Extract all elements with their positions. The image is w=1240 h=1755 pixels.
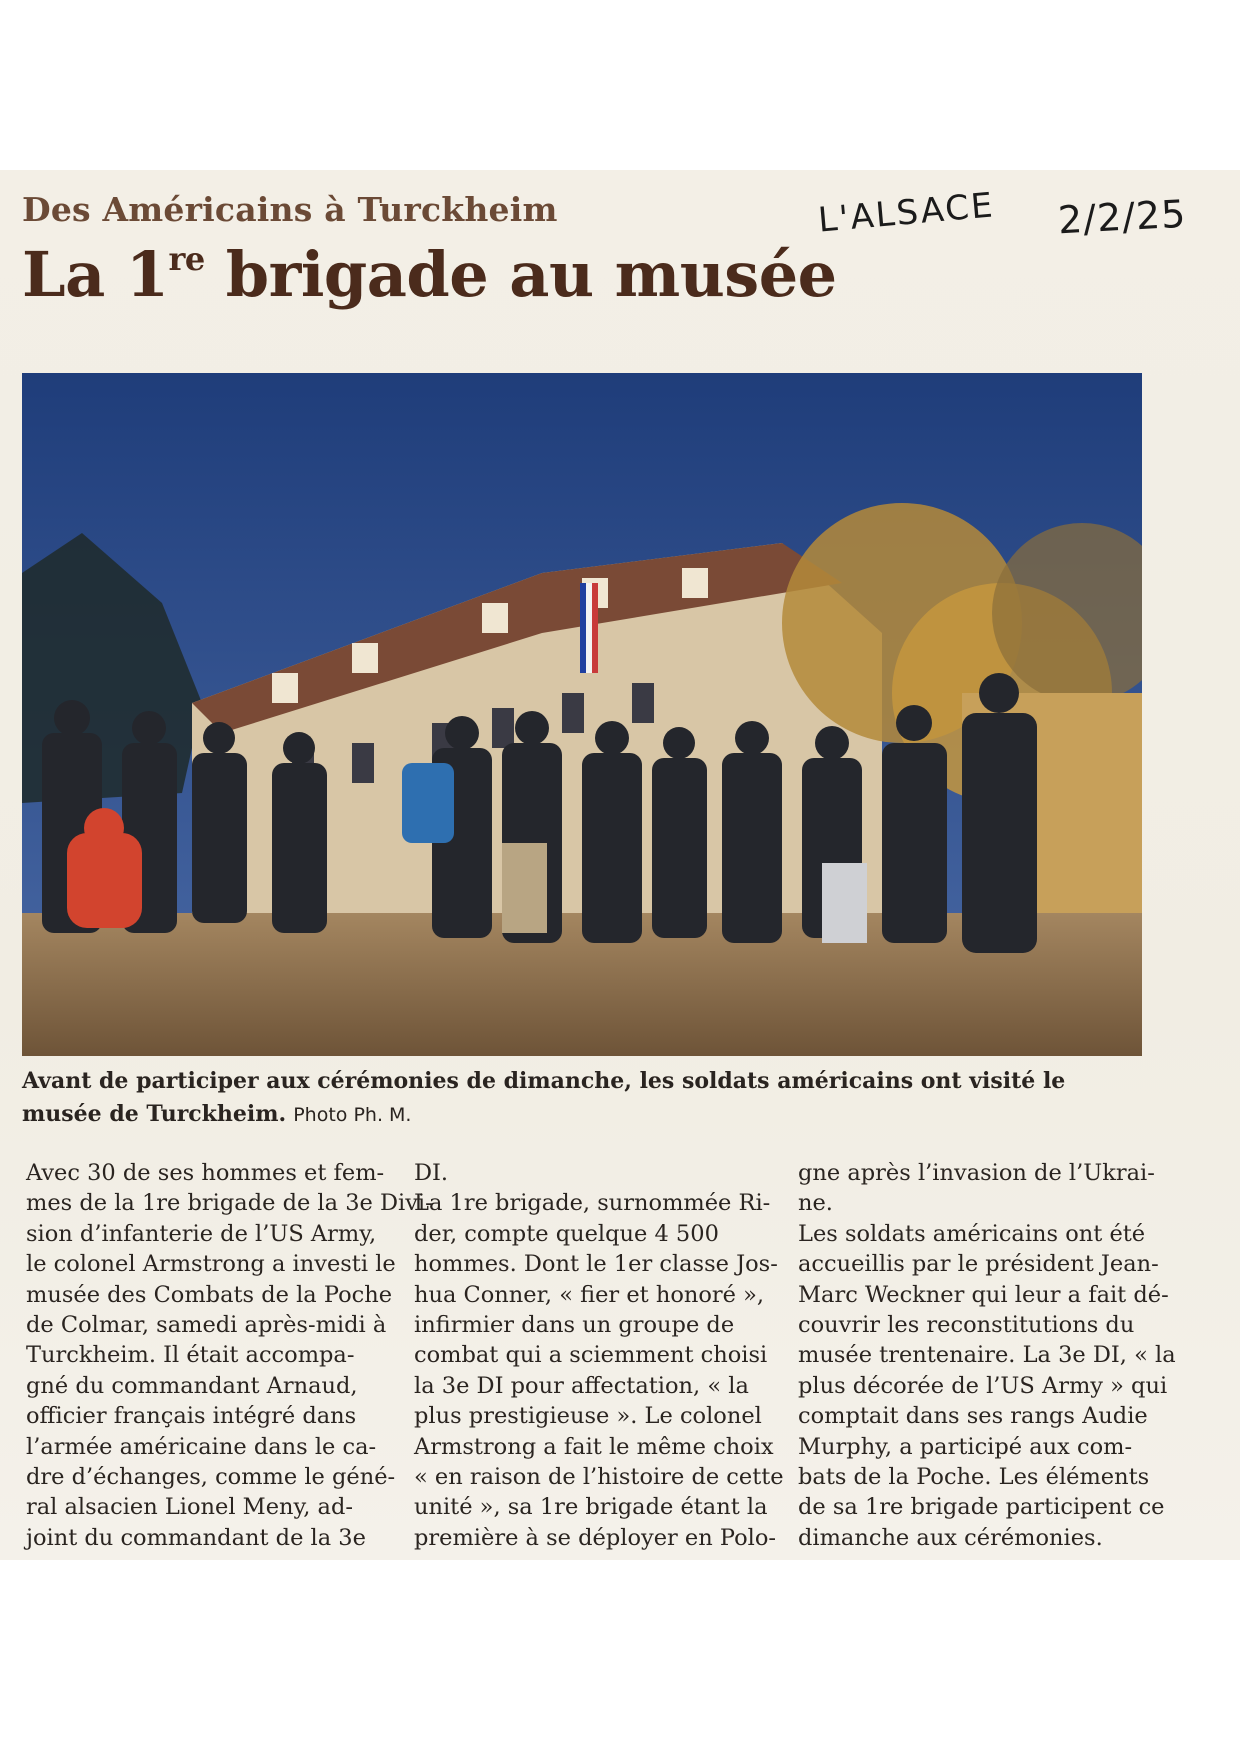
column-line: « en raison de l’histoire de cette	[414, 1464, 784, 1491]
group-photo-icon	[22, 373, 1142, 1056]
article-photo	[22, 373, 1142, 1056]
column-line: mes de la 1re brigade de la 3e Divi-	[26, 1190, 433, 1217]
column-line: combat qui a sciemment choisi	[414, 1342, 768, 1369]
handwritten-source-note: L'ALSACE	[816, 185, 997, 241]
headline-prefix: La 1	[22, 238, 169, 311]
article-headline	[22, 238, 837, 311]
column-line: joint du commandant de la 3e	[26, 1524, 366, 1551]
headline-superscript: re	[168, 240, 205, 278]
column-line: gné du commandant Arnaud,	[26, 1372, 358, 1399]
column-line: bats de la Poche. Les éléments	[798, 1464, 1150, 1491]
column-line: l’armée américaine dans le ca-	[26, 1433, 377, 1460]
handwritten-date-note: 2/2/25	[1056, 191, 1188, 243]
column-line: Marc Weckner qui leur a fait dé-	[798, 1281, 1169, 1308]
column-line: hua Conner, « fier et honoré »,	[414, 1281, 765, 1308]
column-line: La 1re brigade, surnommée Ri-	[414, 1190, 771, 1217]
article-column-3	[798, 1158, 1176, 1553]
column-line: dimanche aux cérémonies.	[798, 1524, 1103, 1551]
column-line: comptait dans ses rangs Audie	[798, 1403, 1148, 1430]
column-line: DI.	[414, 1160, 449, 1186]
column-line: de sa 1re brigade participent ce	[798, 1494, 1165, 1521]
caption-text: Avant de participer aux cérémonies de dimanche, les soldats américains ont visité le musée de Turckheim.	[22, 1068, 1066, 1127]
article-kicker: Des Américains à Turckheim	[22, 190, 558, 229]
column-line: ral alsacien Lionel Meny, ad-	[26, 1494, 353, 1521]
column-line: de Colmar, samedi après-midi à	[26, 1312, 387, 1339]
column-line: couvrir les reconstitutions du	[798, 1312, 1135, 1339]
column-line: le colonel Armstrong a investi le	[26, 1251, 396, 1278]
column-line: Armstrong a fait le même choix	[414, 1433, 774, 1460]
photo-credit: Photo Ph. M.	[293, 1104, 412, 1126]
column-line: sion d’infanterie de l’US Army,	[26, 1220, 377, 1247]
headline-suffix: brigade au musée	[204, 238, 837, 311]
article-column-2	[414, 1158, 784, 1553]
column-line: Les soldats américains ont été	[798, 1220, 1146, 1247]
column-line: première à se déployer en Polo-	[414, 1524, 776, 1551]
column-line: musée trentenaire. La 3e DI, « la	[798, 1342, 1176, 1369]
photo-caption	[22, 1065, 1132, 1131]
column-line: gne après l’invasion de l’Ukrai-	[798, 1160, 1155, 1186]
column-line: infirmier dans un groupe de	[414, 1312, 735, 1339]
column-line: dre d’échanges, comme le géné-	[26, 1464, 396, 1491]
column-line: Avec 30 de ses hommes et fem-	[26, 1160, 385, 1186]
column-line: hommes. Dont le 1er classe Jos-	[414, 1251, 778, 1278]
column-line: ne.	[798, 1190, 833, 1217]
column-line: unité », sa 1re brigade étant la	[414, 1494, 768, 1521]
column-line: musée des Combats de la Poche	[26, 1281, 393, 1308]
column-line: plus décorée de l’US Army » qui	[798, 1372, 1168, 1399]
column-line: officier français intégré dans	[26, 1403, 357, 1430]
column-line: Turckheim. Il était accompa-	[26, 1342, 355, 1369]
column-line: plus prestigieuse ». Le colonel	[414, 1403, 762, 1430]
column-line: la 3e DI pour affectation, « la	[414, 1372, 749, 1399]
article-column-1	[26, 1158, 433, 1553]
column-line: der, compte quelque 4 500	[414, 1220, 719, 1247]
column-line: Murphy, a participé aux com-	[798, 1433, 1133, 1460]
column-line: accueillis par le président Jean-	[798, 1251, 1159, 1278]
